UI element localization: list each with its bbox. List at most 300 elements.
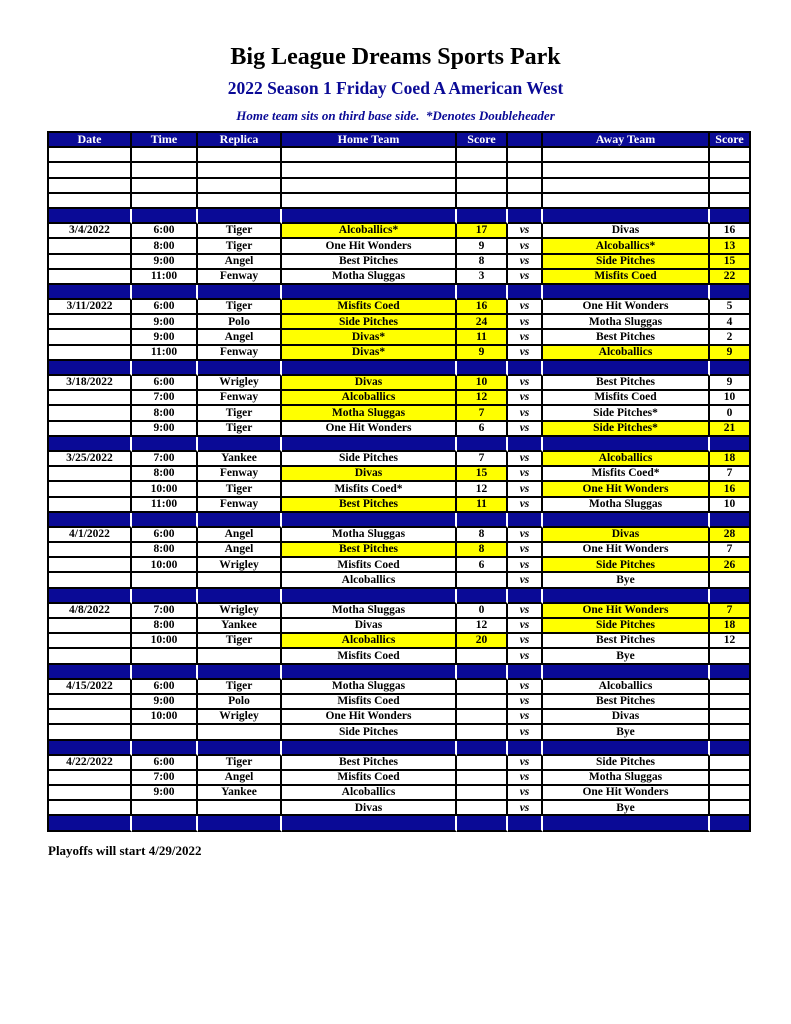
time-cell: 8:00: [132, 543, 198, 558]
vs-cell: vs: [508, 315, 543, 330]
empty-cell: [282, 194, 457, 209]
away-score-cell: [710, 649, 751, 664]
away-team-cell: Bye: [543, 725, 710, 740]
home-score-cell: 7: [457, 452, 508, 467]
date-cell: [49, 710, 132, 725]
separator-cell: [710, 285, 751, 300]
vs-cell: vs: [508, 710, 543, 725]
home-score-cell: [457, 771, 508, 786]
vs-cell: vs: [508, 756, 543, 771]
time-cell: 9:00: [132, 255, 198, 270]
vs-cell: vs: [508, 695, 543, 710]
date-cell: 4/1/2022: [49, 528, 132, 543]
vs-cell: vs: [508, 422, 543, 437]
replica-cell: Fenway: [198, 270, 282, 285]
away-score-cell: 28: [710, 528, 751, 543]
separator-cell: [457, 589, 508, 604]
game-row: [49, 315, 751, 330]
separator-cell: [508, 513, 543, 528]
time-cell: 11:00: [132, 498, 198, 513]
home-team-cell: Alcoballics*: [282, 224, 457, 239]
game-row: [49, 422, 751, 437]
home-score-cell: 10: [457, 376, 508, 391]
date-cell: [49, 543, 132, 558]
home-score-cell: [457, 710, 508, 725]
empty-cell: [508, 163, 543, 178]
separator-cell: [198, 589, 282, 604]
away-team-cell: Misfits Coed: [543, 270, 710, 285]
away-team-cell: Side Pitches: [543, 255, 710, 270]
away-team-cell: Side Pitches*: [543, 422, 710, 437]
away-score-cell: 21: [710, 422, 751, 437]
home-team-cell: One Hit Wonders: [282, 239, 457, 254]
vs-cell: vs: [508, 634, 543, 649]
away-score-cell: 9: [710, 376, 751, 391]
game-row: [49, 270, 751, 285]
home-team-cell: Best Pitches: [282, 255, 457, 270]
date-cell: [49, 619, 132, 634]
game-row: [49, 801, 751, 816]
page-title: Big League Dreams Sports Park: [230, 44, 561, 70]
away-team-cell: One Hit Wonders: [543, 300, 710, 315]
col-header-home-score: Score: [457, 133, 508, 148]
away-score-cell: 0: [710, 406, 751, 421]
away-team-cell: Alcoballics: [543, 346, 710, 361]
home-score-cell: [457, 649, 508, 664]
away-team-cell: Side Pitches: [543, 619, 710, 634]
separator-cell: [710, 437, 751, 452]
home-score-cell: [457, 695, 508, 710]
away-team-cell: One Hit Wonders: [543, 786, 710, 801]
date-cell: 3/11/2022: [49, 300, 132, 315]
separator-cell: [132, 361, 198, 376]
home-score-cell: 16: [457, 300, 508, 315]
away-team-cell: Side Pitches: [543, 756, 710, 771]
home-team-note: Home team sits on third base side. *Denotes Doubleheader: [236, 108, 555, 123]
away-team-cell: Best Pitches: [543, 634, 710, 649]
date-cell: [49, 346, 132, 361]
home-team-cell: Motha Sluggas: [282, 528, 457, 543]
vs-cell: vs: [508, 543, 543, 558]
home-score-cell: 3: [457, 270, 508, 285]
time-cell: 6:00: [132, 528, 198, 543]
separator-cell: [132, 665, 198, 680]
separator-cell: [132, 285, 198, 300]
home-team-cell: Divas: [282, 801, 457, 816]
separator-cell: [508, 209, 543, 224]
empty-cell: [543, 163, 710, 178]
empty-row: [49, 179, 751, 194]
home-score-cell: 20: [457, 634, 508, 649]
date-cell: [49, 558, 132, 573]
vs-cell: vs: [508, 452, 543, 467]
empty-cell: [132, 179, 198, 194]
separator-cell: [282, 741, 457, 756]
vs-cell: vs: [508, 346, 543, 361]
separator-cell: [282, 209, 457, 224]
empty-cell: [508, 194, 543, 209]
time-cell: 9:00: [132, 786, 198, 801]
home-team-cell: Best Pitches: [282, 543, 457, 558]
replica-cell: Angel: [198, 771, 282, 786]
vs-cell: vs: [508, 649, 543, 664]
time-cell: 10:00: [132, 482, 198, 497]
home-team-cell: Misfits Coed: [282, 300, 457, 315]
home-team-cell: Divas: [282, 619, 457, 634]
away-team-cell: Alcoballics*: [543, 239, 710, 254]
home-score-cell: [457, 786, 508, 801]
away-team-cell: Bye: [543, 573, 710, 588]
time-cell: 6:00: [132, 756, 198, 771]
replica-cell: Polo: [198, 315, 282, 330]
home-score-cell: 9: [457, 239, 508, 254]
time-cell: 7:00: [132, 391, 198, 406]
home-team-cell: Misfits Coed: [282, 695, 457, 710]
separator-row: [49, 665, 751, 680]
col-header-replica: Replica: [198, 133, 282, 148]
away-team-cell: Misfits Coed*: [543, 467, 710, 482]
separator-cell: [49, 285, 132, 300]
separator-row: [49, 209, 751, 224]
home-team-cell: Alcoballics: [282, 573, 457, 588]
away-score-cell: 18: [710, 619, 751, 634]
empty-cell: [198, 179, 282, 194]
home-team-cell: Motha Sluggas: [282, 270, 457, 285]
replica-cell: Wrigley: [198, 558, 282, 573]
empty-cell: [49, 179, 132, 194]
replica-cell: Polo: [198, 695, 282, 710]
home-score-cell: 8: [457, 543, 508, 558]
separator-cell: [508, 589, 543, 604]
vs-cell: vs: [508, 801, 543, 816]
time-cell: 8:00: [132, 619, 198, 634]
separator-cell: [457, 741, 508, 756]
replica-cell: Tiger: [198, 224, 282, 239]
date-cell: 3/25/2022: [49, 452, 132, 467]
empty-cell: [198, 194, 282, 209]
empty-cell: [457, 163, 508, 178]
game-row: [49, 224, 751, 239]
home-team-cell: Misfits Coed: [282, 649, 457, 664]
time-cell: 11:00: [132, 270, 198, 285]
schedule-table: [47, 131, 751, 832]
time-cell: 11:00: [132, 346, 198, 361]
home-score-cell: [457, 801, 508, 816]
away-score-cell: [710, 756, 751, 771]
separator-cell: [198, 513, 282, 528]
empty-cell: [543, 148, 710, 163]
home-score-cell: 8: [457, 528, 508, 543]
replica-cell: Wrigley: [198, 710, 282, 725]
time-cell: 10:00: [132, 710, 198, 725]
separator-row: [49, 437, 751, 452]
date-cell: [49, 634, 132, 649]
home-team-cell: Motha Sluggas: [282, 604, 457, 619]
separator-cell: [282, 513, 457, 528]
separator-cell: [457, 437, 508, 452]
date-cell: [49, 649, 132, 664]
separator-cell: [543, 589, 710, 604]
separator-cell: [132, 513, 198, 528]
vs-cell: vs: [508, 786, 543, 801]
away-score-cell: 5: [710, 300, 751, 315]
empty-cell: [710, 148, 751, 163]
away-team-cell: One Hit Wonders: [543, 604, 710, 619]
game-row: [49, 756, 751, 771]
separator-row: [49, 513, 751, 528]
replica-cell: [198, 725, 282, 740]
game-row: [49, 467, 751, 482]
game-row: [49, 543, 751, 558]
away-score-cell: 9: [710, 346, 751, 361]
replica-cell: Tiger: [198, 406, 282, 421]
date-cell: [49, 239, 132, 254]
separator-cell: [710, 513, 751, 528]
replica-cell: Wrigley: [198, 604, 282, 619]
time-cell: [132, 725, 198, 740]
home-score-cell: 12: [457, 482, 508, 497]
replica-cell: Tiger: [198, 756, 282, 771]
home-team-cell: Divas: [282, 467, 457, 482]
time-cell: 7:00: [132, 452, 198, 467]
game-row: [49, 619, 751, 634]
home-score-cell: 6: [457, 558, 508, 573]
away-team-cell: Side Pitches: [543, 558, 710, 573]
col-header-away-team: Away Team: [543, 133, 710, 148]
empty-cell: [49, 148, 132, 163]
empty-cell: [710, 163, 751, 178]
empty-cell: [49, 194, 132, 209]
home-score-cell: 9: [457, 346, 508, 361]
separator-cell: [282, 589, 457, 604]
time-cell: 10:00: [132, 558, 198, 573]
col-header-date: Date: [49, 133, 132, 148]
separator-cell: [132, 209, 198, 224]
time-cell: 6:00: [132, 376, 198, 391]
separator-cell: [282, 285, 457, 300]
vs-cell: vs: [508, 255, 543, 270]
vs-cell: vs: [508, 725, 543, 740]
replica-cell: Tiger: [198, 634, 282, 649]
replica-cell: Angel: [198, 330, 282, 345]
time-cell: 7:00: [132, 771, 198, 786]
date-cell: [49, 771, 132, 786]
home-team-cell: One Hit Wonders: [282, 710, 457, 725]
date-cell: [49, 255, 132, 270]
playoffs-note: Playoffs will start 4/29/2022: [48, 842, 202, 858]
time-cell: 7:00: [132, 604, 198, 619]
vs-cell: vs: [508, 391, 543, 406]
empty-cell: [710, 194, 751, 209]
separator-row: [49, 741, 751, 756]
separator-cell: [457, 665, 508, 680]
home-team-cell: Divas*: [282, 346, 457, 361]
replica-cell: Yankee: [198, 786, 282, 801]
separator-cell: [49, 513, 132, 528]
time-cell: 6:00: [132, 680, 198, 695]
home-team-cell: Misfits Coed: [282, 558, 457, 573]
empty-cell: [710, 179, 751, 194]
replica-cell: Tiger: [198, 422, 282, 437]
vs-cell: vs: [508, 330, 543, 345]
away-team-cell: Best Pitches: [543, 330, 710, 345]
separator-cell: [457, 209, 508, 224]
home-team-cell: Motha Sluggas: [282, 406, 457, 421]
date-cell: [49, 391, 132, 406]
away-score-cell: 12: [710, 634, 751, 649]
empty-cell: [49, 163, 132, 178]
vs-cell: vs: [508, 224, 543, 239]
separator-cell: [132, 589, 198, 604]
away-score-cell: [710, 695, 751, 710]
home-score-cell: [457, 756, 508, 771]
away-team-cell: Bye: [543, 649, 710, 664]
home-team-cell: Alcoballics: [282, 786, 457, 801]
away-score-cell: 7: [710, 543, 751, 558]
game-row: [49, 300, 751, 315]
game-row: [49, 346, 751, 361]
away-team-cell: Motha Sluggas: [543, 315, 710, 330]
separator-cell: [457, 285, 508, 300]
time-cell: [132, 801, 198, 816]
separator-cell: [198, 361, 282, 376]
replica-cell: Angel: [198, 543, 282, 558]
vs-cell: vs: [508, 467, 543, 482]
empty-cell: [282, 148, 457, 163]
date-cell: [49, 315, 132, 330]
separator-cell: [543, 285, 710, 300]
time-cell: 9:00: [132, 315, 198, 330]
time-cell: 8:00: [132, 406, 198, 421]
game-row: [49, 634, 751, 649]
home-team-cell: Best Pitches: [282, 756, 457, 771]
separator-row: [49, 816, 751, 831]
separator-cell: [282, 437, 457, 452]
separator-row: [49, 361, 751, 376]
game-row: [49, 725, 751, 740]
separator-cell: [543, 361, 710, 376]
separator-cell: [49, 209, 132, 224]
separator-cell: [508, 437, 543, 452]
replica-cell: Tiger: [198, 300, 282, 315]
separator-cell: [132, 741, 198, 756]
date-cell: 4/15/2022: [49, 680, 132, 695]
date-cell: [49, 786, 132, 801]
replica-cell: Fenway: [198, 346, 282, 361]
away-team-cell: Best Pitches: [543, 695, 710, 710]
replica-cell: Yankee: [198, 452, 282, 467]
home-score-cell: 24: [457, 315, 508, 330]
home-score-cell: [457, 680, 508, 695]
home-score-cell: 6: [457, 422, 508, 437]
separator-cell: [543, 741, 710, 756]
away-team-cell: One Hit Wonders: [543, 482, 710, 497]
vs-cell: vs: [508, 604, 543, 619]
away-score-cell: [710, 771, 751, 786]
date-cell: 4/8/2022: [49, 604, 132, 619]
empty-row: [49, 163, 751, 178]
away-score-cell: 2: [710, 330, 751, 345]
separator-cell: [198, 665, 282, 680]
replica-cell: Yankee: [198, 619, 282, 634]
empty-cell: [457, 179, 508, 194]
vs-cell: vs: [508, 771, 543, 786]
home-score-cell: 11: [457, 498, 508, 513]
separator-cell: [457, 816, 508, 831]
date-cell: 3/4/2022: [49, 224, 132, 239]
away-score-cell: [710, 801, 751, 816]
separator-row: [49, 589, 751, 604]
away-score-cell: [710, 710, 751, 725]
away-team-cell: Side Pitches*: [543, 406, 710, 421]
empty-cell: [508, 148, 543, 163]
separator-cell: [132, 437, 198, 452]
home-score-cell: [457, 573, 508, 588]
away-score-cell: 10: [710, 498, 751, 513]
time-cell: 9:00: [132, 422, 198, 437]
replica-cell: [198, 573, 282, 588]
home-score-cell: 17: [457, 224, 508, 239]
away-score-cell: 26: [710, 558, 751, 573]
game-row: [49, 771, 751, 786]
away-score-cell: [710, 786, 751, 801]
separator-cell: [543, 209, 710, 224]
game-row: [49, 680, 751, 695]
away-team-cell: Alcoballics: [543, 680, 710, 695]
vs-cell: vs: [508, 619, 543, 634]
separator-cell: [457, 513, 508, 528]
empty-cell: [543, 194, 710, 209]
away-score-cell: [710, 573, 751, 588]
separator-cell: [543, 437, 710, 452]
home-score-cell: 7: [457, 406, 508, 421]
empty-cell: [132, 194, 198, 209]
replica-cell: Tiger: [198, 482, 282, 497]
home-team-cell: Best Pitches: [282, 498, 457, 513]
game-row: [49, 498, 751, 513]
away-team-cell: One Hit Wonders: [543, 543, 710, 558]
vs-cell: vs: [508, 300, 543, 315]
separator-cell: [198, 209, 282, 224]
separator-cell: [49, 665, 132, 680]
home-team-cell: One Hit Wonders: [282, 422, 457, 437]
replica-cell: Angel: [198, 528, 282, 543]
separator-cell: [710, 361, 751, 376]
time-cell: 9:00: [132, 695, 198, 710]
game-row: [49, 573, 751, 588]
time-cell: 6:00: [132, 224, 198, 239]
away-team-cell: Motha Sluggas: [543, 498, 710, 513]
time-cell: 6:00: [132, 300, 198, 315]
replica-cell: Tiger: [198, 239, 282, 254]
game-row: [49, 452, 751, 467]
separator-cell: [508, 741, 543, 756]
separator-cell: [49, 816, 132, 831]
replica-cell: Angel: [198, 255, 282, 270]
empty-cell: [198, 163, 282, 178]
home-team-cell: Motha Sluggas: [282, 680, 457, 695]
separator-cell: [49, 741, 132, 756]
separator-cell: [49, 589, 132, 604]
empty-cell: [132, 148, 198, 163]
col-header-home-team: Home Team: [282, 133, 457, 148]
column-header-row: [49, 133, 751, 148]
game-row: [49, 710, 751, 725]
away-team-cell: Divas: [543, 224, 710, 239]
home-team-cell: Misfits Coed*: [282, 482, 457, 497]
game-row: [49, 255, 751, 270]
home-team-cell: Divas*: [282, 330, 457, 345]
